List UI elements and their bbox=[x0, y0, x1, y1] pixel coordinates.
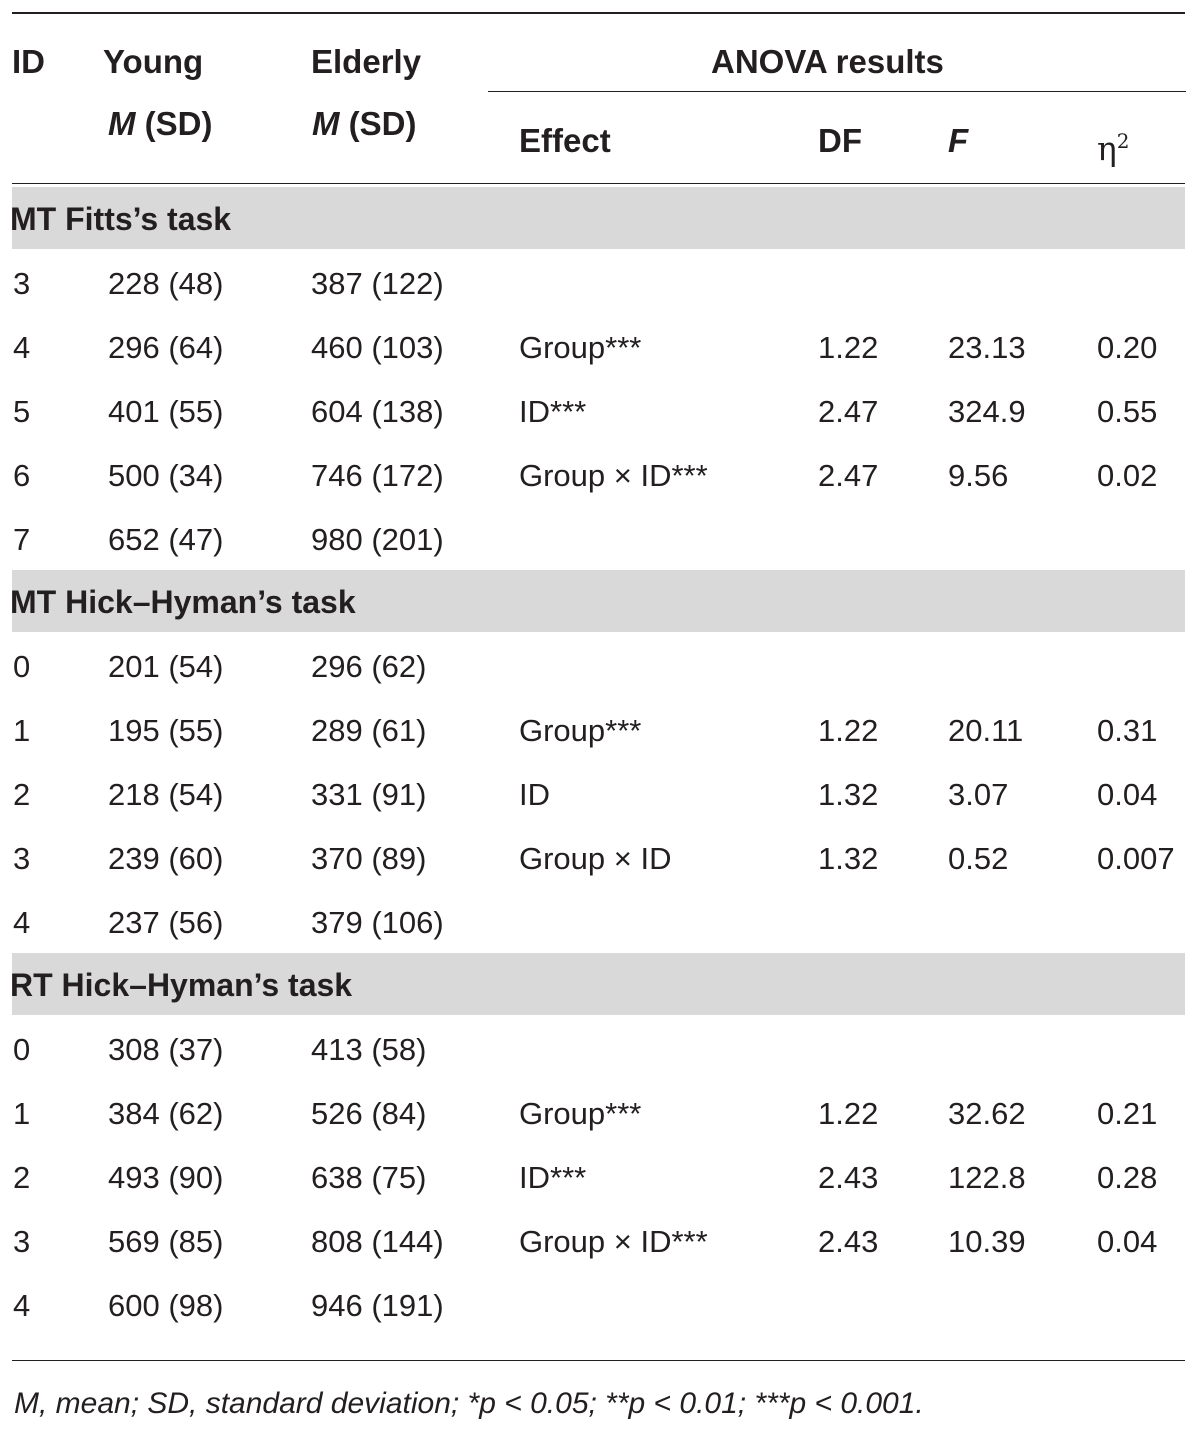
header-elderly-sub: M (SD) bbox=[312, 105, 417, 142]
cell-young: 195 (55) bbox=[108, 713, 224, 748]
cell-f: 3.07 bbox=[948, 777, 1009, 812]
cell-young: 237 (56) bbox=[108, 905, 224, 940]
anova-underline bbox=[488, 91, 1186, 92]
cell-young: 239 (60) bbox=[108, 841, 224, 876]
header-young: Young bbox=[103, 43, 204, 80]
header-bottom-rule bbox=[12, 183, 1185, 184]
cell-id: 4 bbox=[13, 1288, 31, 1323]
cell-effect: Group × ID*** bbox=[519, 458, 708, 493]
cell-elderly: 604 (138) bbox=[311, 394, 444, 429]
cell-elderly: 370 (89) bbox=[311, 841, 427, 876]
cell-f: 23.13 bbox=[948, 330, 1026, 365]
cell-f: 10.39 bbox=[948, 1224, 1026, 1259]
cell-effect: ID bbox=[519, 777, 550, 812]
cell-df: 2.43 bbox=[818, 1224, 879, 1259]
cell-id: 5 bbox=[13, 394, 31, 429]
cell-effect: Group*** bbox=[519, 330, 642, 365]
header-elderly: Elderly bbox=[311, 43, 422, 80]
table-row bbox=[0, 379, 1200, 443]
cell-f: 0.52 bbox=[948, 841, 1009, 876]
cell-eta: 0.31 bbox=[1097, 713, 1158, 748]
cell-young: 652 (47) bbox=[108, 522, 224, 557]
cell-df: 2.43 bbox=[818, 1160, 879, 1195]
header-df: DF bbox=[818, 122, 862, 159]
header-id: ID bbox=[12, 43, 45, 80]
cell-elderly: 331 (91) bbox=[311, 777, 427, 812]
table-row bbox=[0, 507, 1200, 571]
cell-effect: Group*** bbox=[519, 1096, 642, 1131]
cell-f: 20.11 bbox=[948, 713, 1024, 748]
cell-id: 3 bbox=[13, 841, 31, 876]
cell-df: 1.22 bbox=[818, 713, 879, 748]
cell-df: 2.47 bbox=[818, 458, 879, 493]
table-row bbox=[0, 1017, 1200, 1081]
table-row bbox=[0, 443, 1200, 507]
cell-elderly: 289 (61) bbox=[311, 713, 427, 748]
cell-f: 32.62 bbox=[948, 1096, 1026, 1131]
table-row bbox=[0, 634, 1200, 698]
table-row bbox=[0, 698, 1200, 762]
cell-eta: 0.55 bbox=[1097, 394, 1158, 429]
cell-young: 201 (54) bbox=[108, 649, 224, 684]
cell-young: 228 (48) bbox=[108, 266, 224, 301]
cell-effect: ID*** bbox=[519, 394, 587, 429]
cell-young: 384 (62) bbox=[108, 1096, 224, 1131]
cell-elderly: 387 (122) bbox=[311, 266, 444, 301]
cell-id: 1 bbox=[13, 1096, 31, 1131]
cell-young: 569 (85) bbox=[108, 1224, 224, 1259]
table-row bbox=[0, 1081, 1200, 1145]
table-row bbox=[0, 315, 1200, 379]
cell-df: 1.32 bbox=[818, 777, 879, 812]
cell-young: 493 (90) bbox=[108, 1160, 224, 1195]
cell-young: 296 (64) bbox=[108, 330, 224, 365]
cell-id: 4 bbox=[13, 330, 31, 365]
cell-eta: 0.04 bbox=[1097, 1224, 1158, 1259]
footnote: M, mean; SD, standard deviation; *p < 0.05; **p < 0.01; ***p < 0.001. bbox=[14, 1387, 924, 1420]
cell-effect: Group × ID bbox=[519, 841, 672, 876]
cell-eta: 0.20 bbox=[1097, 330, 1158, 365]
section-title: MT Hick–Hyman’s task bbox=[10, 584, 356, 620]
table-row bbox=[0, 1145, 1200, 1209]
table-row bbox=[0, 890, 1200, 954]
cell-id: 2 bbox=[13, 1160, 31, 1195]
cell-f: 122.8 bbox=[948, 1160, 1026, 1195]
table-row bbox=[0, 251, 1200, 315]
table-row bbox=[0, 762, 1200, 826]
cell-elderly: 413 (58) bbox=[311, 1032, 427, 1067]
cell-elderly: 946 (191) bbox=[311, 1288, 444, 1323]
cell-elderly: 638 (75) bbox=[311, 1160, 427, 1195]
section-header bbox=[12, 953, 1185, 1015]
cell-id: 7 bbox=[13, 522, 31, 557]
cell-young: 600 (98) bbox=[108, 1288, 224, 1323]
table-row bbox=[0, 826, 1200, 890]
cell-id: 3 bbox=[13, 266, 31, 301]
cell-elderly: 526 (84) bbox=[311, 1096, 427, 1131]
header-effect: Effect bbox=[519, 122, 611, 159]
cell-elderly: 296 (62) bbox=[311, 649, 427, 684]
cell-df: 1.22 bbox=[818, 330, 879, 365]
table-row bbox=[0, 1209, 1200, 1273]
cell-elderly: 379 (106) bbox=[311, 905, 444, 940]
cell-id: 0 bbox=[13, 1032, 31, 1067]
table-row bbox=[0, 1273, 1200, 1337]
cell-effect: ID*** bbox=[519, 1160, 587, 1195]
header-eta-squared: $\eta^2$ bbox=[1097, 129, 1130, 168]
cell-effect: Group × ID*** bbox=[519, 1224, 708, 1259]
cell-id: 2 bbox=[13, 777, 31, 812]
cell-f: 324.9 bbox=[948, 394, 1026, 429]
cell-elderly: 746 (172) bbox=[311, 458, 444, 493]
cell-young: 401 (55) bbox=[108, 394, 224, 429]
section-header bbox=[12, 187, 1185, 249]
cell-elderly: 808 (144) bbox=[311, 1224, 444, 1259]
cell-effect: Group*** bbox=[519, 713, 642, 748]
header-anova: ANOVA results bbox=[711, 43, 944, 80]
header-young-sub: M (SD) bbox=[108, 105, 213, 142]
cell-young: 308 (37) bbox=[108, 1032, 224, 1067]
cell-eta: 0.28 bbox=[1097, 1160, 1158, 1195]
table-bottom-rule bbox=[12, 1360, 1185, 1361]
cell-df: 1.32 bbox=[818, 841, 879, 876]
cell-eta: 0.007 bbox=[1097, 841, 1175, 876]
section-title: MT Fitts’s task bbox=[10, 201, 232, 237]
cell-id: 4 bbox=[13, 905, 31, 940]
cell-id: 0 bbox=[13, 649, 31, 684]
cell-id: 3 bbox=[13, 1224, 31, 1259]
cell-id: 1 bbox=[13, 713, 31, 748]
cell-eta: 0.02 bbox=[1097, 458, 1158, 493]
cell-eta: 0.04 bbox=[1097, 777, 1158, 812]
cell-eta: 0.21 bbox=[1097, 1096, 1158, 1131]
header-f: F bbox=[948, 122, 969, 159]
cell-elderly: 460 (103) bbox=[311, 330, 444, 365]
section-header bbox=[12, 570, 1185, 632]
cell-elderly: 980 (201) bbox=[311, 522, 444, 557]
cell-young: 500 (34) bbox=[108, 458, 224, 493]
cell-df: 2.47 bbox=[818, 394, 879, 429]
cell-f: 9.56 bbox=[948, 458, 1009, 493]
cell-young: 218 (54) bbox=[108, 777, 224, 812]
cell-df: 1.22 bbox=[818, 1096, 879, 1131]
cell-id: 6 bbox=[13, 458, 31, 493]
table-top-rule bbox=[12, 12, 1185, 14]
section-title: RT Hick–Hyman’s task bbox=[10, 967, 353, 1003]
